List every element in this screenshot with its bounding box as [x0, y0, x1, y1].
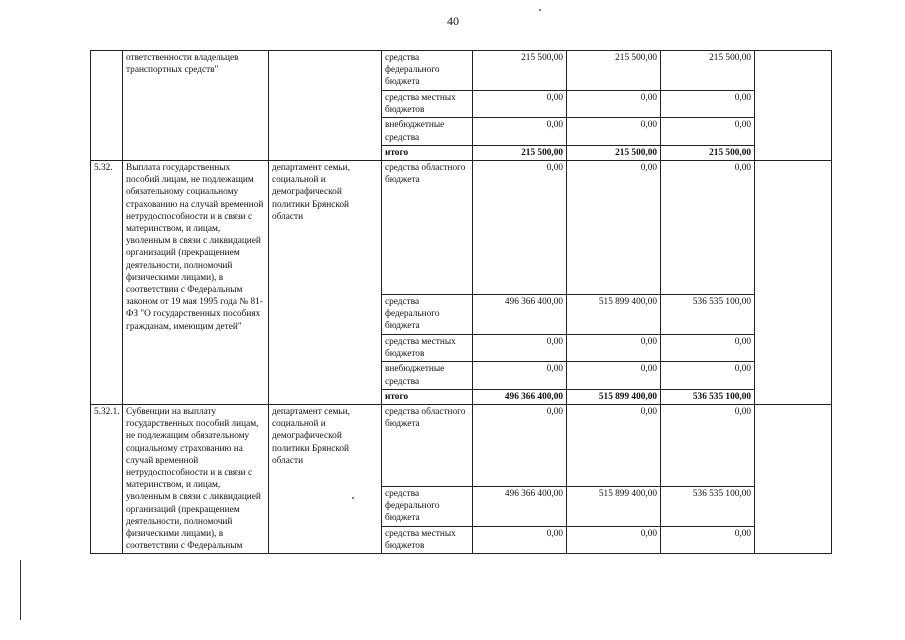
amount-cell: 496 366 400,00: [473, 389, 567, 404]
amount-cell: 0,00: [473, 527, 567, 554]
amount-cell: 0,00: [567, 91, 661, 118]
amount-cell: 0,00: [473, 91, 567, 118]
scan-artifact-dot: [352, 497, 354, 499]
item-number-cell: 5.32.1.: [91, 405, 123, 554]
item-executor-cell: департамент семьи, социальной и демографической политики Брянской области: [269, 161, 382, 405]
table-row: [91, 51, 832, 91]
funding-source-cell: внебюджетные средства: [382, 118, 473, 145]
amount-cell: 0,00: [567, 405, 661, 487]
item-description-cell: Субвенции на выплату государственных пособий лицам, не подлежащим обязательному социальному страхованию на случай временной нетрудоспособности и в связи с материнством, и лицам, уволенным в связи с ликвидацией организаций (прекращением деятельности, полномочий физическими лицами), в соответствии с Федеральным: [123, 405, 269, 554]
item-executor-cell: департамент семьи, социальной и демографической политики Брянской области: [269, 405, 382, 554]
amount-cell: 0,00: [661, 405, 755, 487]
amount-cell: 515 899 400,00: [567, 487, 661, 527]
amount-cell: 515 899 400,00: [567, 295, 661, 335]
amount-cell: 0,00: [473, 335, 567, 362]
note-cell: [755, 161, 832, 405]
scan-artifact-line: [20, 560, 21, 620]
funding-source-cell: итого: [382, 145, 473, 160]
funding-source-cell: средства федерального бюджета: [382, 487, 473, 527]
item-number-cell: [91, 51, 123, 161]
funding-source-cell: итого: [382, 389, 473, 404]
amount-cell: 515 899 400,00: [567, 389, 661, 404]
funding-source-cell: средства областного бюджета: [382, 405, 473, 487]
funding-source-cell: средства федерального бюджета: [382, 51, 473, 91]
amount-cell: 536 535 100,00: [661, 295, 755, 335]
funding-source-cell: внебюджетные средства: [382, 362, 473, 389]
page-number: 40: [447, 14, 459, 28]
amount-cell: 0,00: [661, 335, 755, 362]
amount-cell: 0,00: [661, 161, 755, 295]
amount-cell: 0,00: [567, 161, 661, 295]
amount-cell: 0,00: [567, 527, 661, 554]
amount-cell: 0,00: [661, 118, 755, 145]
amount-cell: 215 500,00: [661, 145, 755, 160]
table-row: [91, 405, 832, 487]
amount-cell: 0,00: [661, 362, 755, 389]
item-executor-cell: [269, 51, 382, 161]
item-description-cell: Выплата государственных пособий лицам, не подлежащим обязательному социальному страхованию на случай временной нетрудоспособности и в связи с материнством, и лицам, уволенным в связи с ликвидацией организаций (прекращением деятельности, полномочий физическими лицами), в соответствии с Федеральным законом от 19 мая 1995 года № 81-ФЗ "О государственных пособиях гражданам, имеющим детей": [123, 161, 269, 405]
item-description-cell: ответственности владельцев транспортных средств": [123, 51, 269, 161]
amount-cell: 0,00: [567, 118, 661, 145]
amount-cell: 0,00: [661, 91, 755, 118]
amount-cell: 536 535 100,00: [661, 389, 755, 404]
amount-cell: 215 500,00: [567, 145, 661, 160]
amount-cell: 215 500,00: [567, 51, 661, 91]
amount-cell: 536 535 100,00: [661, 487, 755, 527]
amount-cell: 0,00: [567, 362, 661, 389]
amount-cell: 215 500,00: [661, 51, 755, 91]
funding-source-cell: средства местных бюджетов: [382, 91, 473, 118]
funding-source-cell: средства федерального бюджета: [382, 295, 473, 335]
amount-cell: 0,00: [473, 405, 567, 487]
amount-cell: 0,00: [567, 335, 661, 362]
amount-cell: 0,00: [473, 118, 567, 145]
amount-cell: 496 366 400,00: [473, 295, 567, 335]
amount-cell: 215 500,00: [473, 145, 567, 160]
table-row: [91, 161, 832, 295]
note-cell: [755, 51, 832, 161]
amount-cell: 0,00: [473, 161, 567, 295]
amount-cell: 496 366 400,00: [473, 487, 567, 527]
amount-cell: 0,00: [473, 362, 567, 389]
funding-source-cell: средства областного бюджета: [382, 161, 473, 295]
amount-cell: 0,00: [661, 527, 755, 554]
budget-table: [90, 50, 832, 554]
amount-cell: 215 500,00: [473, 51, 567, 91]
funding-source-cell: средства местных бюджетов: [382, 527, 473, 554]
note-cell: [755, 405, 832, 554]
scan-artifact-dot: [539, 9, 541, 11]
item-number-cell: 5.32.: [91, 161, 123, 405]
funding-source-cell: средства местных бюджетов: [382, 335, 473, 362]
